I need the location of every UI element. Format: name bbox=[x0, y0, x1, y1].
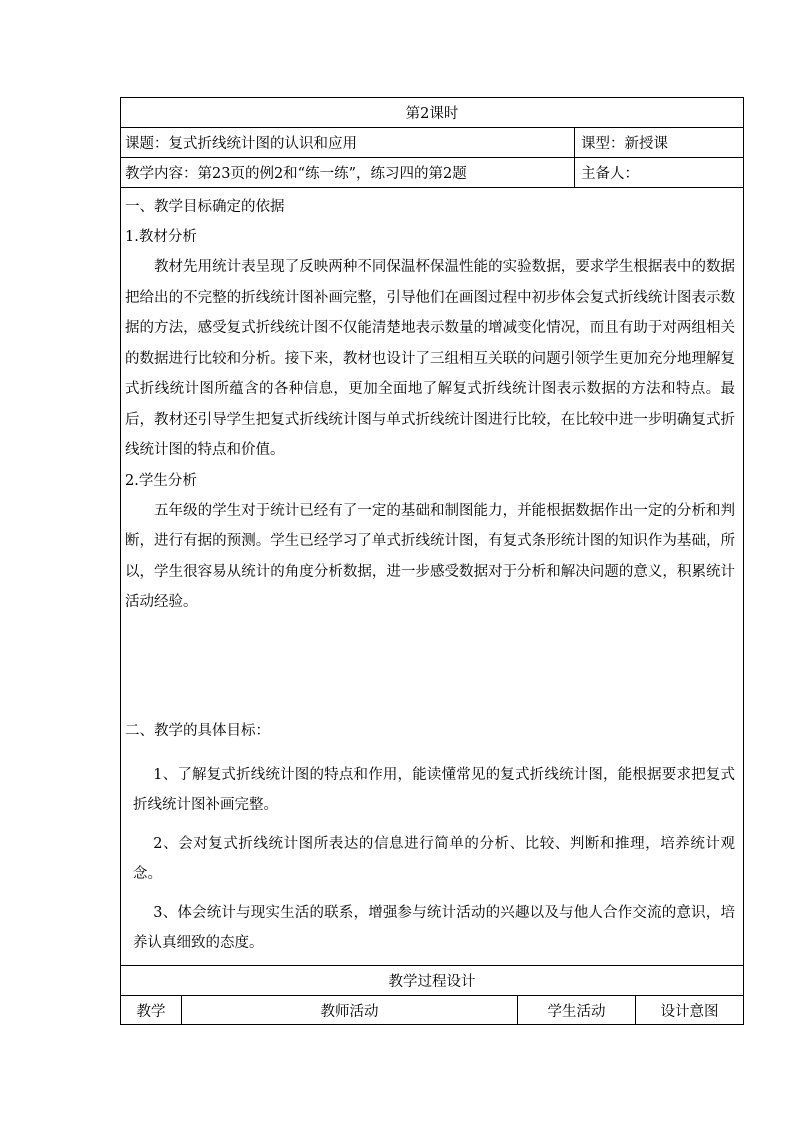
process-title: 教学过程设计 bbox=[388, 974, 476, 990]
textbook-analysis-text: 教材先用统计表呈现了反映两种不同保温杯保温性能的实验数据，要求学生根据表中的数据把给出的不完整的折线统计图补画完整，引导他们在画图过程中初步体会复式折线统计图表示数据的方法，感受复式折线统计图不仅能清楚地表示数量的增减变化情况，而且有助于对两组相关的数据进行比较和分析。接下来，教材也设计了三组相互关联的问题引领学生更加充分地理解复式折线统计图所蕴含的各种信息，更加全面地了解复式折线统计图表示数据的方法和特点。最后，教材还引导学生把复式折线统计图与单式折线统计图进行比较，在比较中进一步明确复式折线统计图的特点和价值。 bbox=[125, 259, 735, 458]
content-row bbox=[120, 157, 744, 187]
process-columns-row bbox=[120, 995, 744, 1025]
column-header-student-activity: 学生活动 bbox=[547, 1003, 606, 1020]
column-header-design-intent: 设计意图 bbox=[660, 1003, 719, 1020]
student-analysis-text: 五年级的学生对于统计已经有了一定的基础和制图能力，并能根据数据作出一定的分析和判断，进行有据的预测。学生已经学习了单式折线统计图，有复式条形统计图的知识作为基础，所以，学生很容易从统计的角度分析数据，进一步感受数据对于分析和解决问题的意义，积累统计活动经验。 bbox=[125, 502, 735, 610]
goal-item: 1、了解复式折线统计图的特点和作用，能读懂常见的复式折线统计图，能根据要求把复式折线统计图补画完整。 bbox=[133, 766, 735, 813]
section1-title: 一、教学目标确定的依据 bbox=[125, 199, 285, 215]
goal-item: 2、会对复式折线统计图所表达的信息进行简单的分析、比较、判断和推理，培养统计观念。 bbox=[133, 835, 735, 882]
column-header-teaching: 教学 bbox=[136, 1003, 166, 1020]
lesson-plan-table bbox=[120, 97, 744, 1025]
lesson-type-cell: 课型：新授课 bbox=[581, 136, 668, 152]
content-cell: 教学内容：第23页的例2和“练一练”，练习四的第2题 bbox=[125, 166, 467, 182]
lesson-header-row bbox=[120, 97, 744, 127]
process-title-row bbox=[120, 965, 744, 995]
preparer-cell: 主备人： bbox=[581, 166, 639, 182]
column-header-teacher-activity: 教师活动 bbox=[320, 1003, 379, 1020]
student-analysis-heading: 2.学生分析 bbox=[125, 472, 197, 489]
objectives-cell bbox=[120, 187, 744, 965]
topic-cell: 课题：复式折线统计图的认识和应用 bbox=[125, 136, 357, 152]
section2-title: 二、教学的具体目标： bbox=[125, 722, 270, 739]
goal-item: 3、体会统计与现实生活的联系，增强参与统计活动的兴趣以及与他人合作交流的意识，培养认真细致的态度。 bbox=[133, 904, 735, 951]
textbook-analysis-heading: 1.教材分析 bbox=[125, 229, 197, 245]
topic-row bbox=[120, 127, 744, 157]
lesson-number: 第2课时 bbox=[405, 106, 459, 122]
